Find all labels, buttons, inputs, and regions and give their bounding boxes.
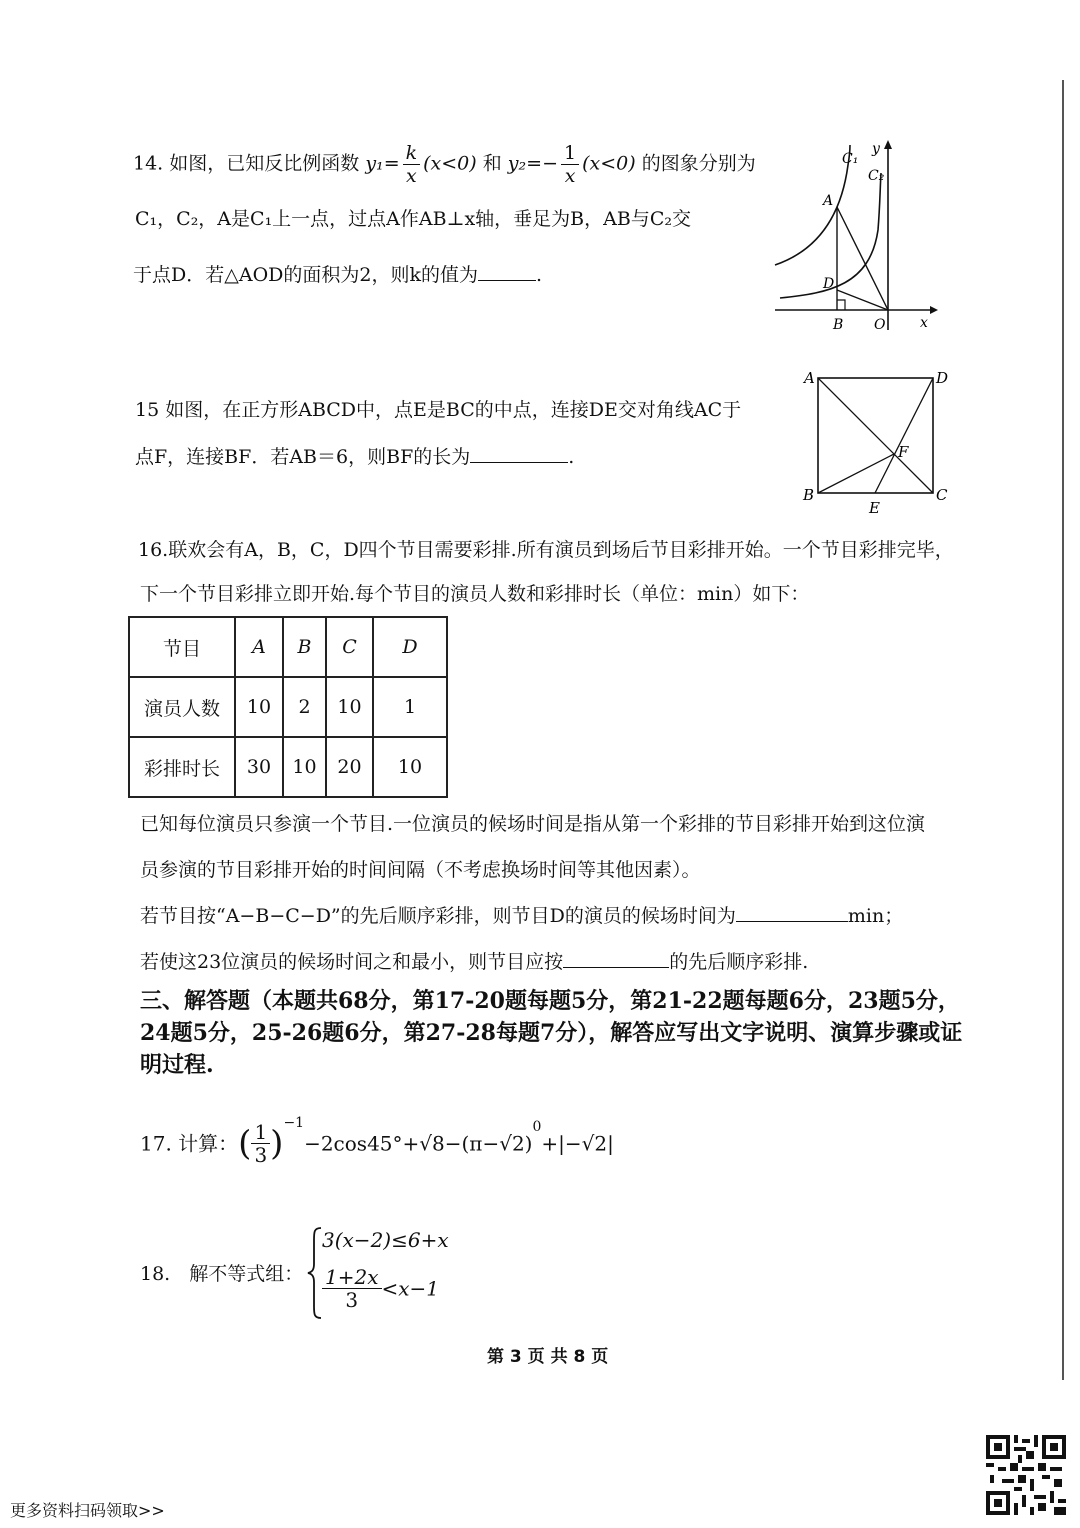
table-row: 彩排时长 30 10 20 10 — [129, 737, 447, 797]
right-angle-mark — [837, 300, 845, 310]
page-number: 第 3 页 共 8 页 — [487, 1347, 609, 1367]
q15-line1: 15 如图，在正方形ABCD中，点E是BC的中点，连接DE交对角线AC于 — [135, 399, 742, 421]
q15-line2: 点F，连接BF．若AB＝6，则BF的长为 . — [135, 446, 575, 468]
q14-number: 14. — [133, 152, 164, 175]
q15-figure — [800, 365, 955, 520]
label-c1: C₁ — [842, 151, 859, 167]
q16-line5: 若节目按“A−B−C−D”的先后顺序彩排，则节目D的演员的候场时间为 min； — [140, 905, 904, 927]
inequality-2: $\frac{1+2x}{3}$ <x−1 — [322, 1266, 439, 1311]
q16-line6: 若使这23位演员的候场时间之和最小，则节目应按 的先后顺序彩排. — [140, 951, 809, 973]
q16-line2: 下一个节目彩排立即开始.每个节目的演员人数和彩排时长（单位：min）如下： — [140, 583, 810, 605]
schedule-table — [128, 616, 448, 798]
segment-de — [875, 378, 933, 493]
segment-bf — [818, 454, 894, 493]
q14-line3: 于点D．若△AOD的面积为2，则k的值为 . — [133, 264, 543, 286]
label-x: x — [920, 315, 928, 331]
label-c2: C₂ — [868, 168, 885, 184]
q16-line3: 已知每位演员只参演一个节目.一位演员的候场时间是指从第一个彩排的节目彩排开始到这位演 — [140, 813, 926, 835]
q14-line2: C₁，C₂，A是C₁上一点，过点A作AB⊥x轴，垂足为B，AB与C₂交 — [135, 208, 691, 230]
section-3-heading: 三、解答题（本题共68分，第17-20题每题5分，第21-22题每题6分，23题5分，24题5分，25-26题6分，第27-28每题7分），解答应写出文字说明、演算步骤或证明过程. — [140, 988, 963, 1078]
footer-link[interactable]: 更多资料扫码领取>> — [10, 1501, 165, 1520]
q16-line4: 员参演的节目彩排开始的时间间隔（不考虑换场时间等其他因素）。 — [140, 859, 701, 881]
q16-line1: 16.联欢会有A，B，C，D四个节目需要彩排.所有演员到场后节目彩排开始。一个节目彩排完毕， — [138, 539, 954, 561]
segment-ao — [837, 207, 888, 310]
scan-edge-line — [1062, 80, 1064, 1380]
answer-blank-16b — [563, 949, 669, 968]
q14-line1: 14. 如图，已知反比例函数 y₁= $\frac{k}{x}$ (x<0) 和 y₂=− $\frac{1}{x}$ (x<0) 的图象分别为 — [133, 142, 756, 187]
label-a: A — [823, 193, 834, 209]
y-axis-arrow — [884, 140, 892, 149]
q14-figure — [770, 135, 940, 335]
label-d: D — [823, 276, 835, 292]
curve-c1 — [775, 145, 850, 265]
label-d: D — [936, 369, 949, 387]
label-b: B — [833, 317, 844, 333]
fraction-1plus2x-over-3: $\frac{1+2x}{3}$ — [322, 1266, 382, 1311]
diagonal-ac — [818, 378, 933, 493]
q17-line: 17. 计算：( $\frac{1}{3}$ )$^{-1}-2\cos 45^\circ+√8-(\pi-√2)^0+|-√2|$ — [140, 1115, 614, 1167]
fraction-1-over-3: $\frac{1}{3}$ — [251, 1121, 270, 1166]
answer-blank-16a — [736, 903, 848, 922]
label-y: y — [872, 141, 880, 157]
table-row: 演员人数 10 2 10 1 — [129, 677, 447, 737]
q18-label: 18. 解不等式组： — [140, 1263, 304, 1285]
label-e: E — [869, 499, 880, 517]
answer-blank-15 — [470, 444, 568, 463]
label-c: C — [936, 486, 948, 504]
label-f: F — [898, 443, 909, 461]
fraction-1-over-x: $\frac{1}{x}$ — [561, 142, 579, 187]
table-row: 节目 A B C D — [129, 617, 447, 677]
inequality-1: 3(x−2)≤6+x — [322, 1228, 449, 1252]
label-b: B — [803, 486, 815, 504]
fraction-k-over-x: $\frac{k}{x}$ — [403, 142, 421, 187]
label-o: O — [874, 317, 886, 333]
qr-code-icon[interactable] — [986, 1435, 1066, 1515]
label-a: A — [804, 369, 815, 387]
x-axis-arrow — [930, 306, 938, 314]
answer-blank-14 — [478, 262, 536, 281]
